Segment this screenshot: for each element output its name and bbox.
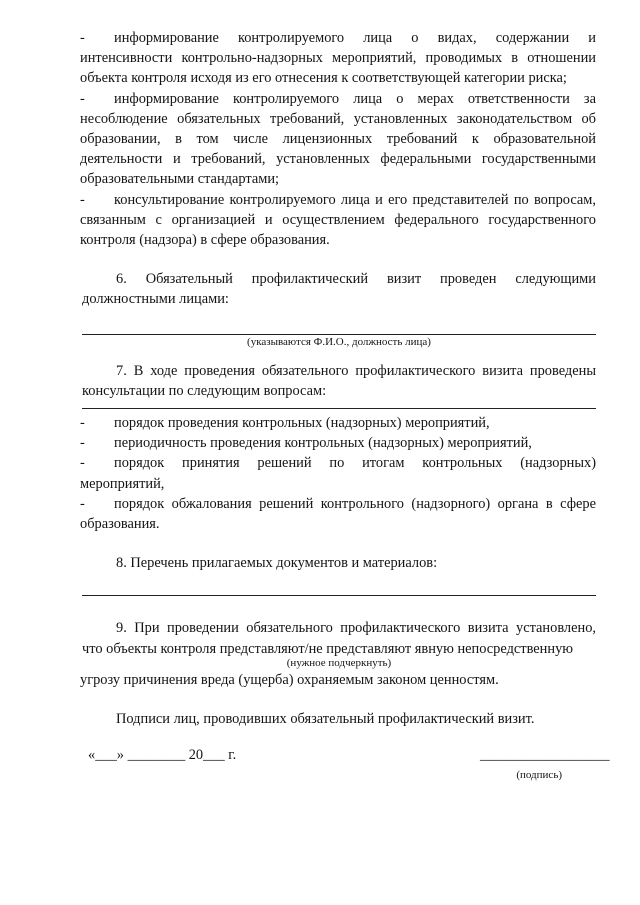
documents-fill-line: [82, 595, 596, 596]
item-9-continuation: угрозу причинения вреда (ущерба) охраняемым законом ценностям.: [80, 671, 499, 688]
item-9-paragraph: 9. При проведении обязательного профилактического визита установлено, что объекты контроля представляют/не представляют явную непосредственную: [82, 620, 596, 657]
list-item-text: информирование контролируемого лица о мерах ответственности за несоблюдение обязательных требований, установленных законодательством об образовании, в том числе лицензионных требований к образовательной деятельности и требований, установленных федеральными государственными образовательными стандартами;: [80, 90, 596, 188]
list-item-text: порядок обжалования решений контрольного (надзорного) органа в сфере образования.: [80, 495, 596, 533]
list-item: - периодичность проведения контрольных (надзорных) мероприятий,: [80, 435, 532, 452]
list-item-text: порядок принятия решений по итогам контрольных (надзорных) мероприятий,: [80, 455, 596, 492]
signature-caption: (подпись): [516, 769, 562, 782]
consultation-rule: [82, 408, 596, 409]
list-informing: [80, 28, 596, 250]
list-consultations: [80, 413, 596, 534]
date-field: «___» ________ 20___ г.: [88, 747, 237, 764]
list-item-text: информирование контролируемого лица о видах, содержании и интенсивности контрольно-надзорных мероприятий, проводимых в отношении объекта контроля исходя из его отнесения к соответствующей категории риска;: [80, 30, 596, 87]
officials-caption: (указываются Ф.И.О., должность лица): [247, 335, 431, 348]
list-item-text: периодичность проведения контрольных (надзорных) мероприятий,: [114, 435, 532, 452]
list-item: - информирование контролируемого лица о видах, содержании и интенсивности контрольно-надзорных мероприятий, проводимых в отношении объекта контроля исходя из его отнесения к соответствующей категории риска;: [80, 30, 596, 87]
underline-caption: (нужное подчеркнуть): [286, 656, 392, 669]
list-item: - порядок обжалования решений контрольного (надзорного) органа в сфере образования.: [80, 495, 596, 533]
item-8-paragraph: 8. Перечень прилагаемых документов и материалов:: [116, 555, 438, 572]
list-item: - порядок принятия решений по итогам контрольных (надзорных) мероприятий,: [80, 455, 596, 492]
signature-line: __________________: [480, 747, 610, 764]
item-7-paragraph: 7. В ходе проведения обязательного профилактического визита проведены консультации по следующим вопросам:: [82, 362, 596, 399]
list-item: - порядок проведения контрольных (надзорных) мероприятий,: [80, 415, 490, 432]
signatures-heading: Подписи лиц, проводивших обязательный профилактический визит.: [116, 711, 535, 728]
item-6-paragraph: 6. Обязательный профилактический визит проведен следующими должностными лицами:: [82, 271, 596, 308]
list-item-text: консультирование контролируемого лица и его представителей по вопросам, связанным с организацией и осуществлением федерального государственного контроля (надзора) в сфере образования.: [80, 191, 596, 249]
list-item: - информирование контролируемого лица о мерах ответственности за несоблюдение обязательных требований, установленных законодательством об образовании, в том числе лицензионных требований к образовательной деятельности и требований, установленных федеральными государственными образовательными стандартами;: [80, 90, 596, 188]
list-item: - консультирование контролируемого лица и его представителей по вопросам, связанным с организацией и осуществлением федерального государственного контроля (надзора) в сфере образования.: [80, 191, 596, 249]
signature-row: [82, 747, 610, 782]
list-item-text: порядок проведения контрольных (надзорных) мероприятий,: [114, 415, 490, 432]
